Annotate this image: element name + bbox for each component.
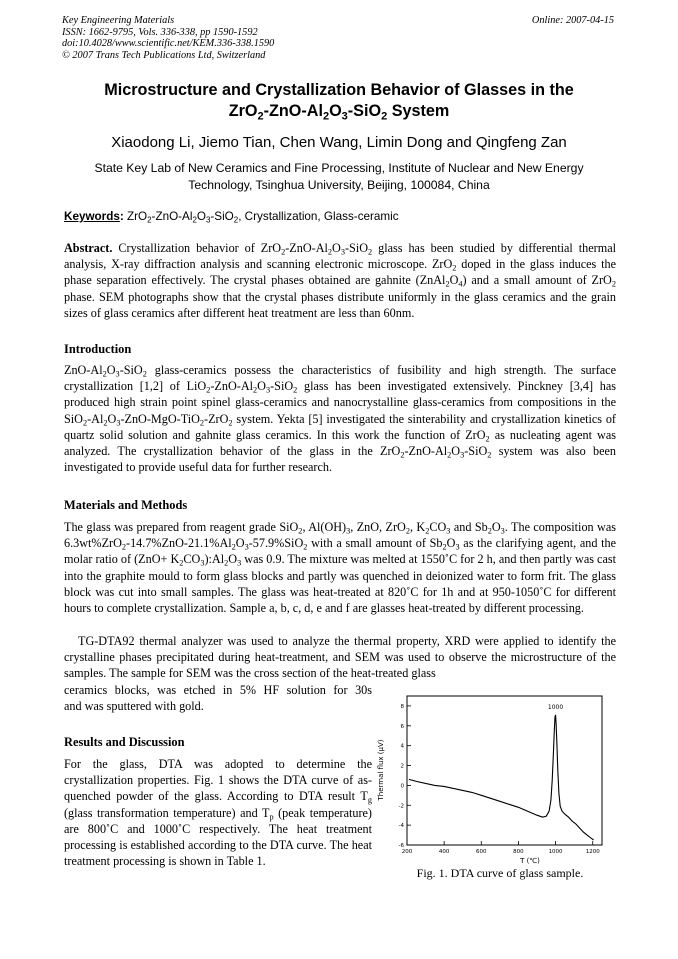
online-date: Online: 2007-04-15 (531, 15, 614, 26)
y-tick-label: 2 (400, 763, 404, 770)
y-tick-label: -6 (398, 843, 404, 849)
affiliation-line-2: Technology, Tsinghua University, Beijing, 100084, China (188, 177, 490, 192)
journal-issn: ISSN: 1662-9795, Vols. 336-338, pp 1590-1592 (62, 26, 258, 38)
x-tick-label: 1000 (548, 849, 563, 855)
results-heading: Results and Discussion (64, 735, 185, 749)
y-tick-label: 6 (400, 723, 404, 730)
journal-header (62, 15, 274, 61)
y-tick-label: -4 (398, 823, 404, 830)
y-tick-label: 8 (400, 703, 404, 710)
results-paragraph (64, 756, 372, 869)
x-axis-label: T (℃) (520, 857, 540, 865)
keywords-rest: , Crystallization, Glass-ceramic (238, 210, 399, 223)
methods-p2-line-b: and was sputtered with gold. (64, 699, 204, 713)
title-suffix: System (387, 102, 450, 120)
introduction-heading: Introduction (64, 342, 132, 356)
title-system-formula: $ZrO_2-ZnO-Al_2O_3-SiO_2$ (228, 102, 388, 123)
y-tick-label: 4 (400, 743, 404, 750)
figure-caption: Fig. 1. DTA curve of glass sample. (416, 866, 584, 880)
y-axis-label: Thermal flux (μV) (377, 739, 385, 801)
affiliation (60, 160, 618, 193)
journal-copyright: © 2007 Trans Tech Publications Ltd, Switzerland (62, 49, 266, 61)
abstract (64, 240, 616, 321)
x-tick-label: 600 (476, 849, 487, 855)
introduction-text (64, 362, 616, 475)
methods-p2-text: TG-DTA92 thermal analyzer was used to analyze the thermal property, XRD were applied to identify the crystalline phases precipitated during heat-treatment, and SEM was used to observe the microstructure of the samples. The sample for SEM was the cross section of the heat-treated glass (64, 634, 616, 681)
abstract-text: Crystallization behavior of $ZrO_2-ZnO-Al_2O_3-SiO_2$ glass has been studied by differential thermal analysis, X-ray diffraction analysis and scanning electronic microscope. ZrO$_2$ doped in the glass induces the phase separation effectively. The crystal phases obtained are gahnite $(ZnAl_2O_4)$ and a small amount of ZrO$_2$ phase. SEM photographs show that the crystal phases distribute uniformly in the glass ceramics and the grain sizes of glass ceramics after different heat treatment are less than 60nm. (64, 241, 616, 320)
abstract-label: Abstract. (64, 241, 113, 255)
y-tick-label: -2 (398, 803, 404, 810)
paper-title (40, 80, 638, 122)
x-tick-label: 200 (401, 849, 413, 855)
keywords-system: $ZrO_2-ZnO-Al_2O_3-SiO_2$ (127, 210, 239, 225)
methods-paragraph-1 (64, 519, 616, 616)
journal-name: Key Engineering Materials (62, 15, 175, 26)
dta-figure (375, 692, 619, 887)
author-list: Xiaodong Li, Jiemo Tian, Chen Wang, Limin Dong and Qingfeng Zan (111, 134, 567, 151)
journal-doi: doi:10.4028/www.scientific.net/KEM.336-338.1590 (62, 38, 275, 49)
methods-p2-line-a: ceramics blocks, was etched in 5% HF solution for 30s (64, 683, 372, 697)
title-line-2 (40, 101, 638, 122)
x-tick-label: 800 (513, 849, 524, 855)
y-tick-label: 0 (400, 783, 404, 790)
keywords-label: Keywords (64, 210, 120, 223)
methods-p1-text: The glass was prepared from reagent grade SiO$_2$, $Al(OH)_3$, ZnO, ZrO$_2$, $K_2CO_3$ and $Sb_2O_3$. The composition was $6.3wt\%ZrO_2-14.7\%ZnO-21.1\%Al_2O_3-57.9\%SiO_2$ with a small amount of $Sb_2O_3$ as the clarifying agent, and the molar ratio of $(ZnO+ K_2CO_3):Al_2O_3$ was 0.9. The mixture was melted at 1550˚C for 2 h, and then partly was cast into the graphite mould to form glass blocks and partly was quenched in deionized water to form frit. The glass block was cut into small samples. The glass was heat-treated at 820˚C for 1h and at 950-1050˚C for different hours to complete crystallization. Sample a, b, c, d, e and f are glasses heat-treated by different processing. (64, 520, 617, 616)
methods-paragraph-2 (64, 633, 616, 682)
methods-heading: Materials and Methods (64, 498, 188, 512)
peak-annotation: 1000 (547, 703, 564, 711)
affiliation-line-1: State Key Lab of New Ceramics and Fine Processing, Institute of Nuclear and New Energy (94, 161, 584, 175)
dta-chart (375, 692, 619, 867)
title-line-1: Microstructure and Crystallization Behavior of Glasses in the (104, 81, 574, 99)
introduction-paragraph: ZnO-$Al_2O_3-SiO_2$ glass-ceramics possess the characteristics of fusibility and high strength. The surface crystallization [1,2] of $LiO_2-ZnO-Al_2O_3-SiO_2$ glass has been investigated extensively. Pinckney [3,4] has produced high strain point spinel glass-ceramics and nanocrystalline glass-ceramics from compositions in the $SiO_2-Al_2O_3-ZnO-MgO-TiO_2-ZrO_2$ system. Yekta [5] investigated the sinterability and crystallization kinetics of quartz solid solution and gahnite glass ceramics. In this work the function of ZrO$_2$ as nucleating agent was analyzed. The crystallization behavior of the glass in the $ZrO_2-ZnO-Al_2O_3-SiO_2$ system was also been investigated to provide useful data for further research. (64, 363, 616, 475)
x-tick-label: 1200 (585, 849, 600, 855)
plot-frame (407, 696, 602, 845)
results-text: For the glass, DTA was adopted to determine the crystallization properties. Fig. 1 shows the DTA curve of as-quenched powder of the glass. According to DTA result $T_g$ (glass transformation temperature) and $T_p$ (peak temperature) are 800˚C and 1000˚C respectively. The heat treatment processing is established according to the DTA curve. The heat treatment processing is shown in Table 1. (64, 757, 372, 869)
x-tick-label: 400 (438, 849, 450, 855)
keywords: Keywords: $ZrO_2-ZnO-Al_2O_3-SiO_2$, Crystallization, Glass-ceramic (64, 210, 399, 225)
